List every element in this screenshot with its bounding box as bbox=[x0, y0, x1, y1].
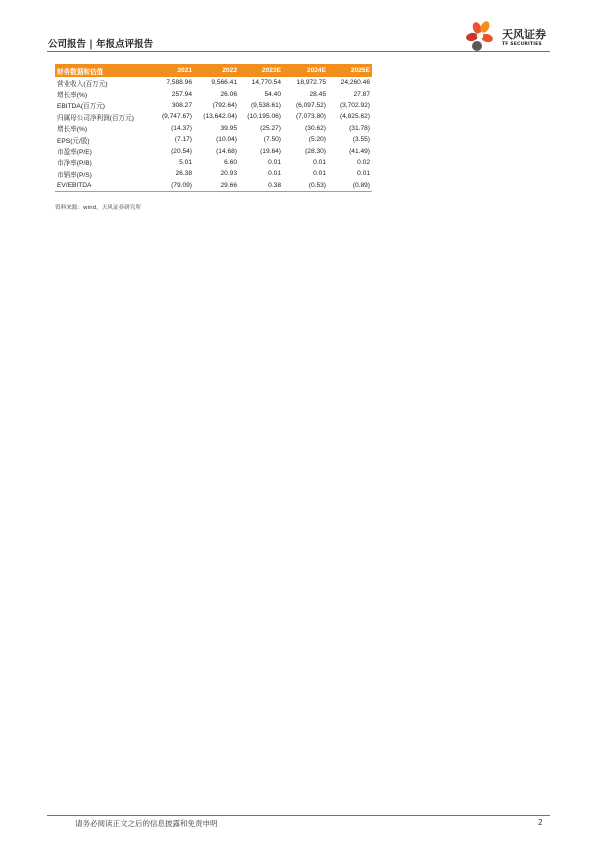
row-label: 市销率(P/S) bbox=[57, 171, 92, 179]
table-cell: 0.01 bbox=[268, 158, 281, 166]
footer-divider bbox=[47, 815, 550, 816]
table-cell: (25.27) bbox=[260, 124, 281, 132]
table-cell: 28.45 bbox=[309, 90, 326, 98]
table-row bbox=[55, 168, 372, 179]
table-cell: 9,566.41 bbox=[211, 79, 237, 87]
table-row bbox=[55, 111, 372, 122]
table-cell: (79.09) bbox=[150, 180, 194, 192]
table-cell: (10,195.06) bbox=[247, 113, 281, 121]
table-cell: 0.01 bbox=[357, 170, 370, 178]
table-cell: 26.38 bbox=[175, 170, 192, 178]
table-cell: 39.95 bbox=[220, 124, 237, 132]
table-cell: (9,538.61) bbox=[250, 101, 281, 109]
header-divider bbox=[47, 51, 550, 52]
table-row bbox=[55, 134, 372, 145]
financial-data-table bbox=[55, 64, 372, 192]
table-header-cell: 2024E bbox=[283, 64, 328, 77]
flower-logo-icon bbox=[466, 20, 500, 52]
table-row bbox=[55, 88, 372, 99]
table-cell: 0.38 bbox=[239, 180, 283, 192]
table-cell: 14,770.54 bbox=[251, 79, 281, 87]
company-logo bbox=[466, 20, 556, 52]
table-cell: (41.49) bbox=[349, 147, 370, 155]
table-cell: (28.30) bbox=[305, 147, 326, 155]
table-row bbox=[55, 157, 372, 168]
row-label: EPS(元/股) bbox=[57, 137, 90, 145]
table-cell: 29.66 bbox=[194, 180, 239, 192]
table-cell: 0.01 bbox=[268, 170, 281, 178]
table-cell: (6,097.52) bbox=[295, 101, 326, 109]
table-cell: 0.01 bbox=[313, 158, 326, 166]
row-label: 市净率(P/B) bbox=[57, 160, 92, 168]
table-header-cell: 2022 bbox=[194, 64, 239, 77]
table-row bbox=[55, 123, 372, 134]
table-cell: (14.68) bbox=[216, 147, 237, 155]
table-header-cell: 2025E bbox=[328, 64, 372, 77]
table-cell: 308.27 bbox=[171, 101, 192, 109]
table-cell: 0.02 bbox=[357, 158, 370, 166]
table-header-cell: 2021 bbox=[150, 64, 194, 77]
table-header-cell: 财务数据和估值 bbox=[55, 64, 150, 77]
table-cell: (20.54) bbox=[171, 147, 192, 155]
table-cell: (13,642.04) bbox=[203, 113, 237, 121]
table-cell: (7.50) bbox=[263, 136, 281, 144]
table-cell: 26.06 bbox=[220, 90, 237, 98]
table-cell: (10.04) bbox=[216, 136, 237, 144]
table-cell: 257.94 bbox=[171, 90, 192, 98]
table-cell: (3.55) bbox=[352, 136, 370, 144]
table-cell: (792.64) bbox=[212, 101, 237, 109]
row-label: 增长率(%) bbox=[57, 126, 88, 134]
table-row bbox=[55, 100, 372, 111]
table-cell: (5.20) bbox=[308, 136, 326, 144]
table-row bbox=[55, 180, 372, 192]
table-cell: (3,702.92) bbox=[339, 101, 370, 109]
table-cell: (14.37) bbox=[171, 124, 192, 132]
table-cell: 20.93 bbox=[220, 170, 237, 178]
table-cell: (7.17) bbox=[174, 136, 192, 144]
row-label: 归属母公司净利润(百万元) bbox=[57, 114, 134, 122]
table-cell: (31.78) bbox=[349, 124, 370, 132]
table-cell: 54.40 bbox=[264, 90, 281, 98]
row-label: EV/EBITDA bbox=[55, 180, 150, 192]
report-header-title: 公司报告 | 年报点评报告 bbox=[48, 39, 154, 50]
table-cell: (9,747.67) bbox=[161, 113, 192, 121]
table-header-row bbox=[55, 64, 372, 77]
table-cell: (0.53) bbox=[283, 180, 328, 192]
table-cell: 18,972.75 bbox=[296, 79, 326, 87]
table-cell: (4,825.62) bbox=[339, 113, 370, 121]
table-cell: 6.60 bbox=[224, 158, 237, 166]
table-cell: 0.01 bbox=[313, 170, 326, 178]
footer-disclaimer: 请务必阅读正文之后的信息披露和免责申明 bbox=[75, 819, 218, 828]
row-label: 增长率(%) bbox=[57, 92, 88, 100]
table-header-cell: 2023E bbox=[239, 64, 283, 77]
table-cell: (0.89) bbox=[328, 180, 372, 192]
table-cell: 27.87 bbox=[353, 90, 370, 98]
row-label: 市盈率(P/E) bbox=[57, 149, 92, 157]
logo-name: 天风证券 bbox=[502, 28, 546, 41]
table-cell: 24,260.46 bbox=[340, 79, 370, 87]
row-label: EBITDA(百万元) bbox=[57, 103, 105, 111]
row-label: 营业收入(百万元) bbox=[57, 80, 108, 88]
table-cell: (7,073.80) bbox=[295, 113, 326, 121]
table-cell: (30.62) bbox=[305, 124, 326, 132]
page-number: 2 bbox=[538, 818, 543, 827]
table-row bbox=[55, 77, 372, 88]
data-source-note: 资料来源：wind，天风证券研究所 bbox=[55, 205, 141, 211]
table-cell: (19.64) bbox=[260, 147, 281, 155]
table-row bbox=[55, 145, 372, 156]
logo-subtitle: TF SECURITIES bbox=[502, 42, 542, 47]
table-cell: 5.01 bbox=[179, 158, 192, 166]
table-cell: 7,588.96 bbox=[166, 79, 192, 87]
